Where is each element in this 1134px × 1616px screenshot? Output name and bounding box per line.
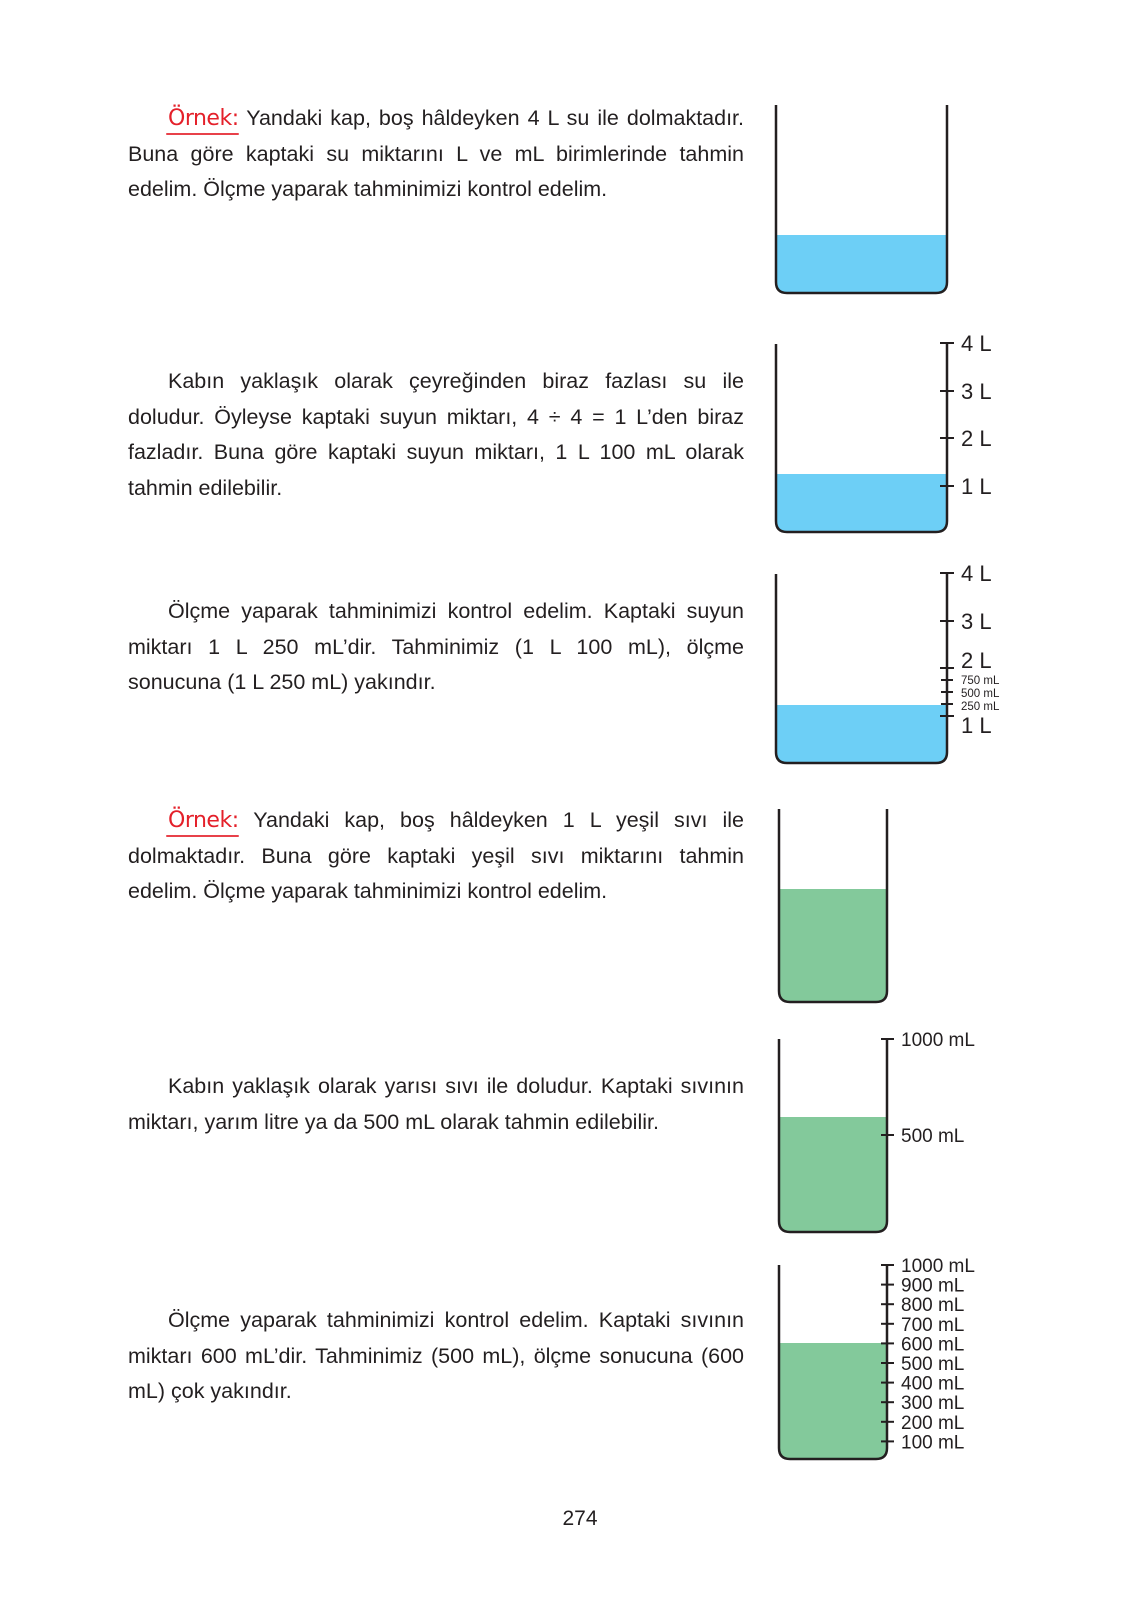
scale-label: 500 mL: [961, 688, 1000, 700]
scale-label: 100 mL: [901, 1432, 965, 1454]
scale-label: 3 L: [961, 379, 992, 404]
example2-intro: Örnek: Yandaki kap, boş hâldeyken 1 L yeşil sıvı ile dolmaktadır. Buna göre kaptaki yeşil sıvı miktarını tahmin edelim. Ölçme yaparak tahminimizi kontrol edelim.: [128, 808, 744, 903]
example-label: Örnek:: [168, 106, 239, 131]
beaker-1: [776, 105, 947, 293]
scale-label: 2 L: [961, 426, 992, 451]
water-fill: [776, 235, 947, 293]
scale-label: 2 L: [961, 648, 992, 673]
scale-label: 4 L: [961, 331, 992, 356]
water-fill: [776, 474, 947, 532]
scale-label: 1 L: [961, 713, 992, 738]
scale-label: 750 mL: [961, 675, 1000, 687]
green-liquid-fill: [779, 1343, 887, 1459]
scale-label: 1000 mL: [901, 1256, 975, 1277]
example2-estimate: Kabın yaklaşık olarak yarısı sıvı ile doludur. Kaptaki sıvının miktarı, yarım litre ya da 500 mL olarak tahmin edilebilir.: [128, 1074, 744, 1134]
beaker-2: [776, 331, 992, 532]
scale-label: 4 L: [961, 561, 992, 586]
beaker-3: [776, 561, 1000, 763]
page-number: 274: [562, 1507, 598, 1530]
beaker-5: [779, 1030, 975, 1232]
scale-label: 1 L: [961, 474, 992, 499]
scale-label: 800 mL: [901, 1295, 965, 1317]
beaker-6: [779, 1256, 975, 1459]
scale-label: 500 mL: [901, 1354, 965, 1375]
scale-label: 900 mL: [901, 1275, 965, 1297]
scale-label: 1000 mL: [901, 1030, 975, 1051]
scale-label: 700 mL: [901, 1314, 965, 1336]
example-label: Örnek:: [168, 808, 239, 833]
scale-label: 400 mL: [901, 1373, 965, 1395]
scale-label: 3 L: [961, 609, 992, 634]
example1-estimate: Kabın yaklaşık olarak çeyreğinden biraz fazlası su ile doludur. Öyleyse kaptaki suyun miktarı, 4 ÷ 4 = 1 L’den biraz fazladır. Buna göre kaptaki suyun miktarı, 1 L 100 mL olarak tahmin edilebilir.: [128, 369, 744, 500]
water-fill: [776, 705, 947, 763]
scale-label: 250 mL: [961, 701, 1000, 713]
beaker-4: [779, 809, 887, 1002]
example1-check: Ölçme yaparak tahminimizi kontrol edelim. Kaptaki suyun miktarı 1 L 250 mL’dir. Tahminimiz (1 L 100 mL), ölçme sonucuna (1 L 250 mL) yakındır.: [128, 599, 744, 694]
scale-label: 200 mL: [901, 1412, 965, 1434]
scale-label: 300 mL: [901, 1393, 965, 1415]
green-liquid-fill: [779, 1117, 887, 1232]
example2-check: Ölçme yaparak tahminimizi kontrol edelim. Kaptaki sıvının miktarı 600 mL’dir. Tahminimiz (500 mL), ölçme sonucuna (600 mL) çok yakındır.: [128, 1308, 744, 1403]
example1-intro: Örnek: Yandaki kap, boş hâldeyken 4 L su ile dolmaktadır. Buna göre kaptaki su miktarını L ve mL birimlerinde tahmin edelim. Ölçme yaparak tahminimizi kontrol edelim.: [128, 106, 744, 201]
green-liquid-fill: [779, 889, 887, 1002]
scale-label: 500 mL: [901, 1126, 965, 1147]
scale-label: 600 mL: [901, 1334, 965, 1356]
